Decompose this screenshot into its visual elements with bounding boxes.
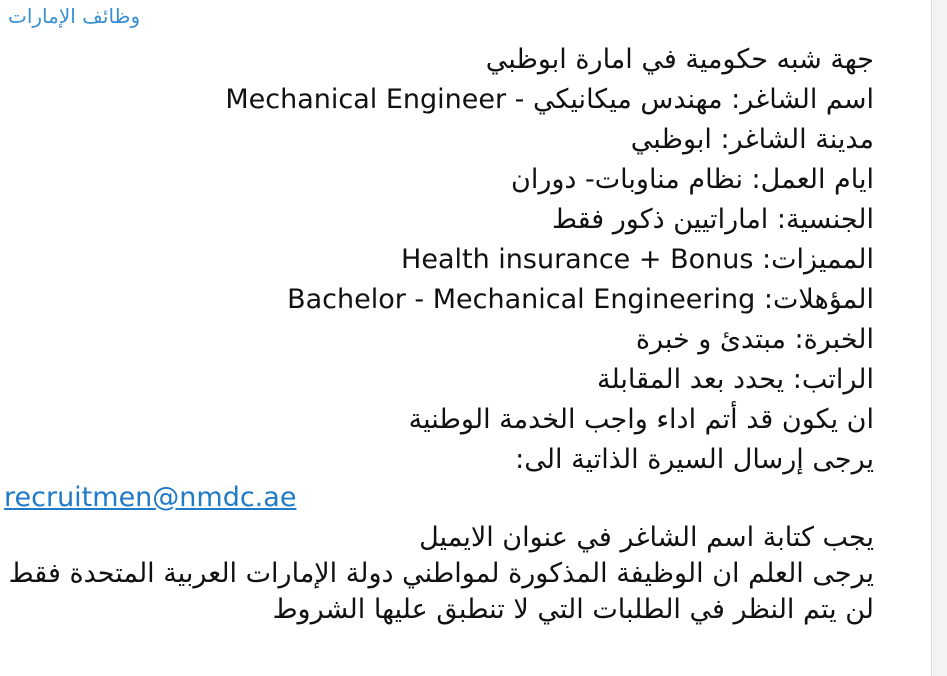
note-requirements: لن يتم النظر في الطلبات التي لا تنطبق عليها الشروط bbox=[272, 594, 874, 625]
post-notes bbox=[0, 520, 874, 628]
job-post-body bbox=[54, 40, 874, 480]
post-line-nationality: الجنسية: اماراتيين ذكور فقط bbox=[551, 204, 874, 235]
channel-name[interactable]: وظائف الإمارات bbox=[8, 4, 141, 28]
post-line-benefits: المميزات: Health insurance + Bonus bbox=[401, 244, 874, 275]
post-line-entity: جهة شبه حكومية في امارة ابوظبي bbox=[485, 44, 874, 75]
note-email-subject: يجب كتابة اسم الشاغر في عنوان الايميل bbox=[419, 522, 874, 553]
post-line-city: مدينة الشاغر: ابوظبي bbox=[630, 124, 874, 155]
scrollbar-track[interactable] bbox=[931, 0, 947, 676]
post-line-qualifications: المؤهلات: Bachelor - Mechanical Engineering bbox=[287, 284, 874, 315]
post-line-experience: الخبرة: مبتدئ و خبرة bbox=[635, 324, 874, 355]
email-link[interactable]: recruitmen@nmdc.ae bbox=[4, 482, 297, 513]
post-line-send-cv: يرجى إرسال السيرة الذاتية الى: bbox=[515, 444, 874, 475]
post-line-national-service: ان يكون قد أتم اداء واجب الخدمة الوطنية bbox=[408, 404, 874, 435]
note-uae-nationals: يرجى العلم ان الوظيفة المذكورة لمواطني دولة الإمارات العربية المتحدة فقط bbox=[8, 558, 874, 589]
post-line-salary: الراتب: يحدد بعد المقابلة bbox=[596, 364, 874, 395]
post-line-work-days: ايام العمل: نظام مناوبات- دوران bbox=[510, 164, 874, 195]
post-line-job-title: اسم الشاغر: مهندس ميكانيكي - Mechanical Engineer bbox=[225, 84, 874, 115]
